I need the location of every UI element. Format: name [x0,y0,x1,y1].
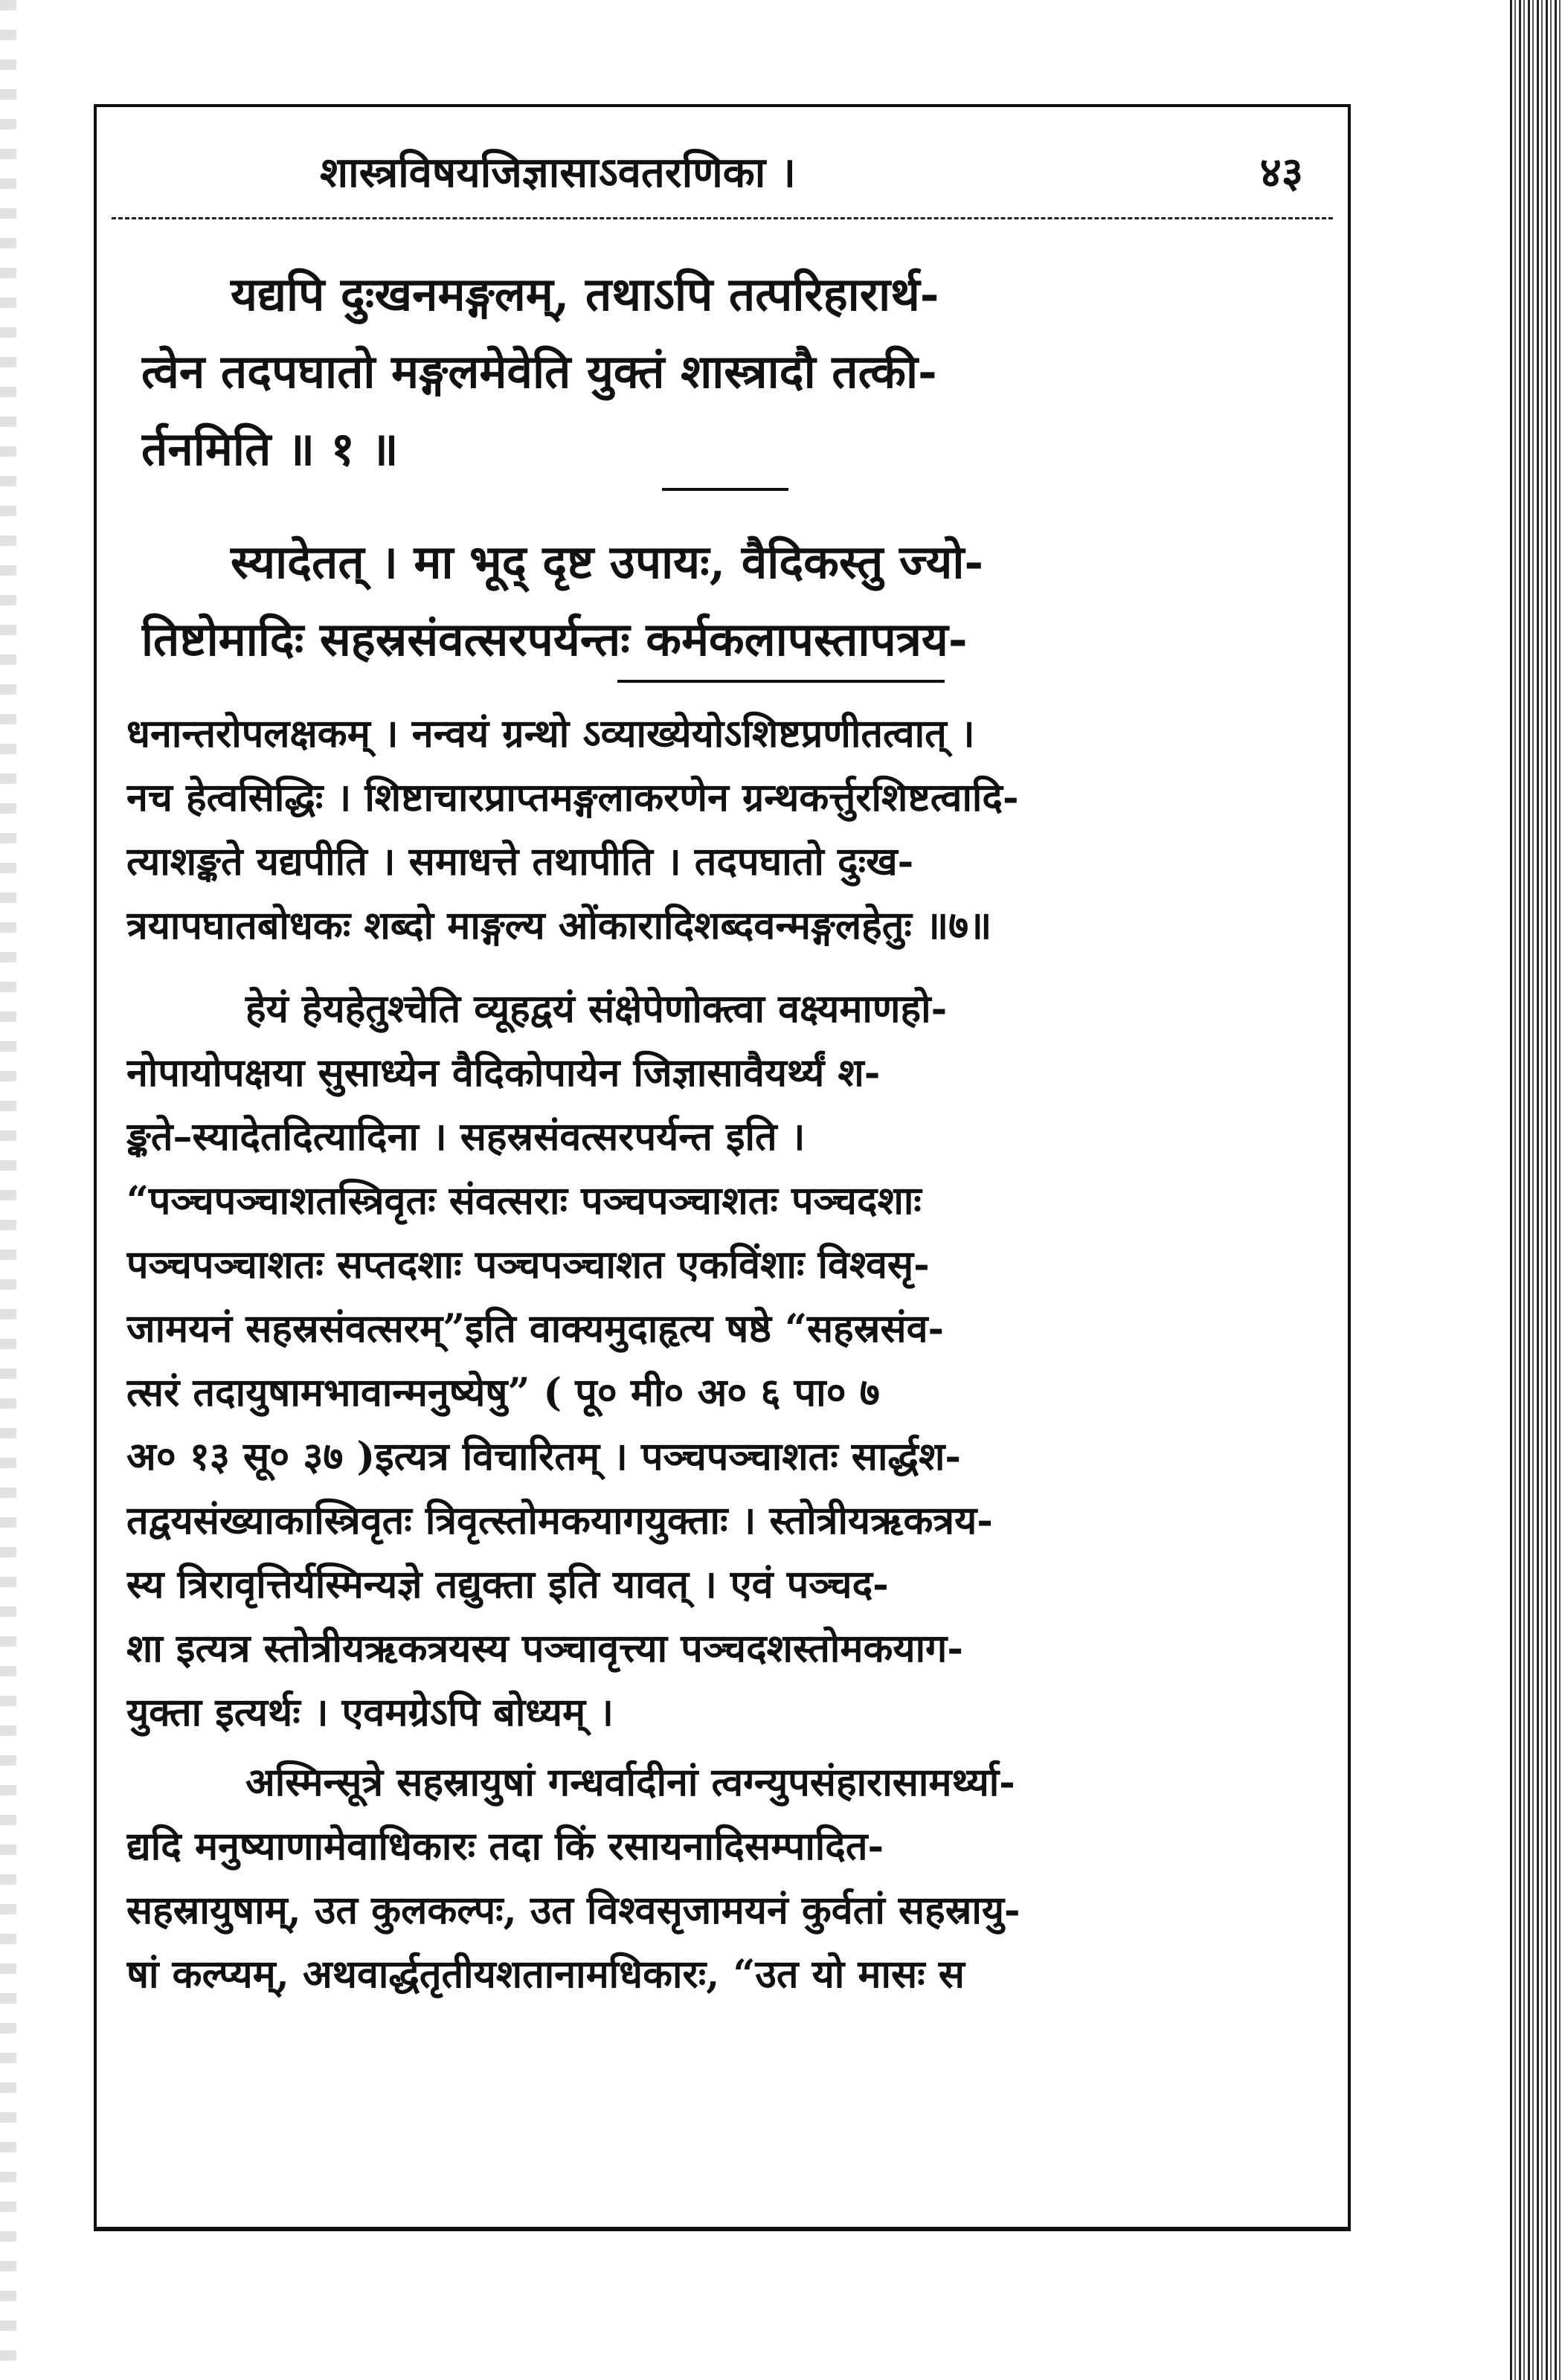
text-line: सहस्रायुषाम्, उत कुलकल्पः, उत विश्वसृजामयनं कुर्वतां सहस्रायु- [126,1888,1021,1933]
text-line: नोपायोपक्षया सुसाध्येन वैदिकोपायेन जिज्ञासावैयर्थ्यं श- [126,1050,881,1096]
text-line: हेयं हेयहेतुश्चेति व्यूहद्वयं संक्षेपेणोक्त्वा वक्ष्यमाणहो- [245,986,948,1032]
text-line: स्यादेतत् । मा भूद् दृष्ट उपायः, वैदिकस्तु ज्यो- [231,535,984,589]
text-line: त्सरं तदायुषामभावान्मनुष्येषु” ( पू० मी० अ० ६ पा० ७ [126,1370,880,1415]
commentary-paragraph-2 [126,977,1318,1745]
section-divider [662,488,788,491]
scan-edge-left [0,0,16,2380]
book-binding-edge [1510,0,1562,2380]
text-line: शा इत्यत्र स्तोत्रीयऋकत्रयस्य पञ्चावृत्त्या पञ्चदशस्तोमकयाग- [126,1626,963,1671]
header-title: शास्त्रविषयजिज्ञासाऽवतरणिका । [320,148,796,197]
text-line: पञ्चपञ्चाशतः सप्तदशाः पञ्चपञ्चाशत एकविंशाः विश्वसृ- [126,1242,930,1287]
text-line: धनान्तरोपलक्षकम् । नन्वयं ग्रन्थो ऽव्याख्येयोऽशिष्टप्रणीतत्वात् । [126,711,975,756]
text-line: तद्वयसंख्याकास्त्रिवृतः त्रिवृत्स्तोमकयागयुक्ताः । स्तोत्रीयऋकत्रय- [126,1498,993,1543]
commentary-paragraph-1 [126,702,1318,958]
text-line: युक्ता इत्यर्थः । एवमग्रेऽपि बोध्यम् । [126,1690,614,1735]
running-header [97,129,1348,204]
page-frame [94,104,1351,2231]
text-line: यद्यपि दुःखनमङ्गलम्, तथाऽपि तत्परिहारार्थ- [231,267,939,321]
text-line: त्याशङ्कते यद्यपीति । समाधत्ते तथापीति । तदपघातो दुःख- [126,839,914,884]
text-line: अस्मिन्सूत्रे सहस्रायुषां गन्धर्वादीनां त्वग्न्युपसंहारासामर्थ्या- [245,1760,1015,1805]
commentary-paragraph-3 [126,1751,1318,2007]
text-line: जामयनं सहस्रसंवत्सरम्”इति वाक्यमुदाहृत्य षष्ठे “सहस्रसंव- [126,1306,945,1351]
text-line: तिष्टोमादिः सहस्रसंवत्सरपर्यन्तः कर्मकलापस्तापत्रय- [141,612,968,666]
text-line: “पञ्चपञ्चाशतस्त्रिवृतः संवत्सराः पञ्चपञ्चाशतः पञ्चदशाः [126,1178,922,1223]
text-line: द्यदि मनुष्याणामेवाधिकारः तदा किं रसायनादिसम्पादित- [126,1824,884,1869]
commentary-divider [617,680,945,683]
text-line: नच हेत्वसिद्धिः । शिष्टाचारप्राप्तमङ्गलाकरणेन ग्रन्थकर्त्तुरशिष्टत्वादि- [126,775,1019,820]
text-line: स्य त्रिरावृत्तिर्यस्मिन्यज्ञे तद्युक्ता इति यावत् । एवं पञ्चद- [126,1562,889,1607]
header-divider [112,217,1333,219]
text-line: र्तनमिति ॥ १ ॥ [141,422,399,476]
text-line: ङ्कते–स्यादेतदित्यादिना । सहस्रसंवत्सरपर्यन्त इति । [126,1114,806,1160]
text-line: त्वेन तदपघातो मङ्गलमेवेति युक्तं शास्त्रादौ तत्की- [141,344,937,399]
text-line: अ० १३ सू० ३७ )इत्यत्र विचारितम् । पञ्चपञ्चाशतः सार्द्धश- [126,1434,961,1479]
page-number: ४३ [1259,148,1303,197]
main-text-paragraph-1 [141,256,1318,488]
main-text-paragraph-2 [141,524,1318,678]
text-line: षां कल्प्यम्, अथवार्द्धतृतीयशतानामधिकारः, “उत यो मासः स [126,1952,965,1997]
text-line: त्रयापघातबोधकः शब्दो माङ्गल्य ओंकारादिशब्दवन्मङ्गलहेतुः ॥७॥ [126,903,992,948]
